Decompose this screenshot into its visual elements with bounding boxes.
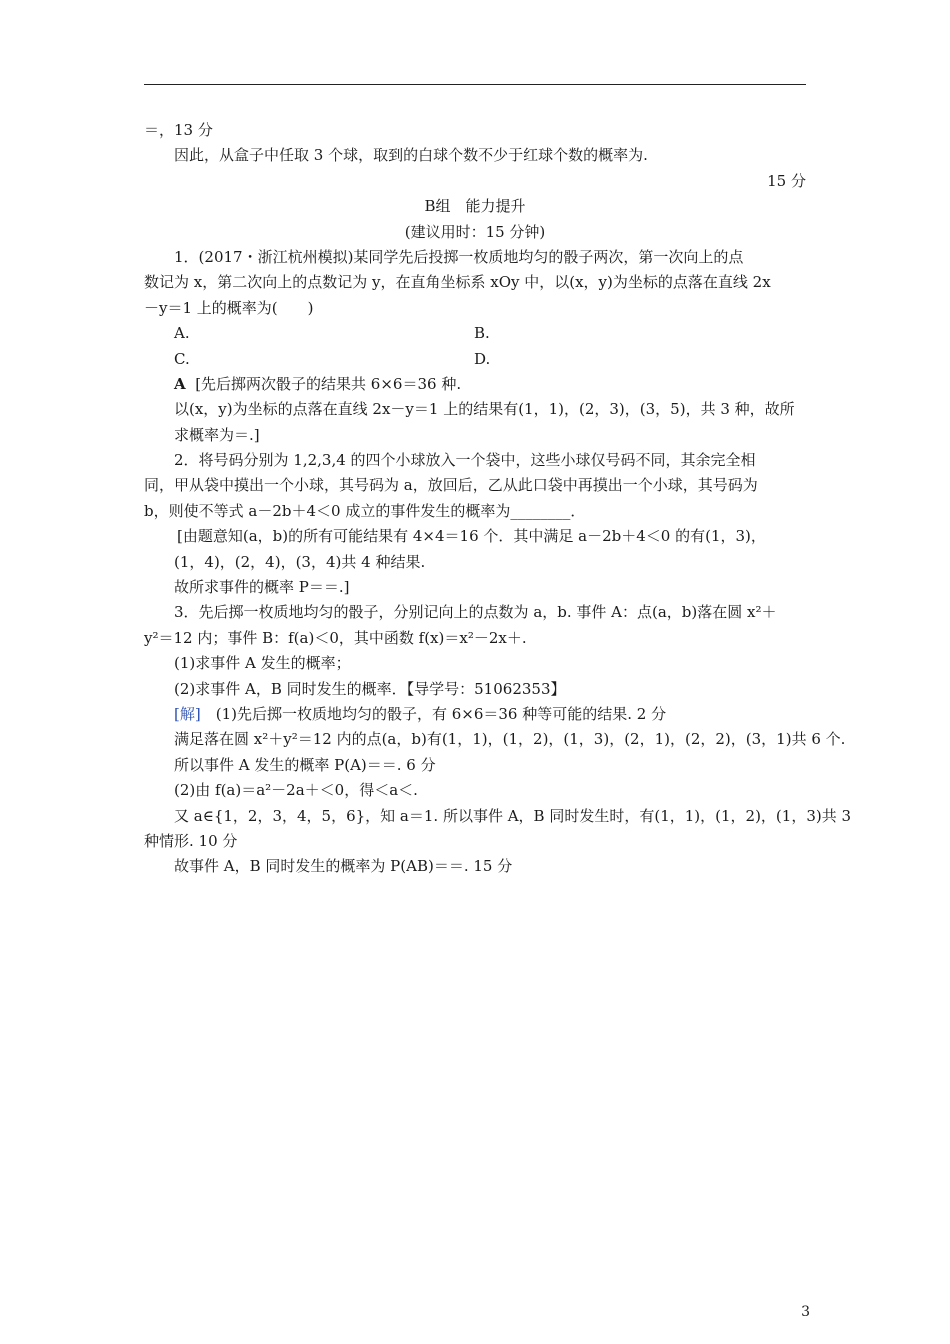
- text-line: 因此，从盒子中任取 3 个球，取到的白球个数不少于红球个数的概率为.: [174, 146, 648, 165]
- question-2-line: b，则使不等式 a－2b＋4＜0 成立的事件发生的概率为________．: [144, 501, 586, 520]
- section-time: (建议用时：15 分钟): [404, 222, 546, 241]
- question-3-line: 3．先后掷一枚质地均匀的骰子，分别记向上的点数为 a，b. 事件 A：点(a，b)落在圆 x²＋: [174, 603, 777, 622]
- solution-text: [先后掷两次骰子的结果共 6×6＝36 种.: [195, 374, 462, 393]
- question-3-line: y²＝12 内；事件 B：f(a)＜0，其中函数 f(x)＝x²－2x＋.: [144, 628, 527, 647]
- solution-2-line: (1，4)，(2，4)，(3，4)共 4 种结果.: [174, 552, 426, 571]
- solution-3-line: 所以事件 A 发生的概率 P(A)＝＝. 6 分: [174, 755, 436, 774]
- solution-2-line: 故所求事件的概率 P＝＝.]: [174, 578, 350, 597]
- question-1-line: 数记为 x，第二次向上的点数记为 y，在直角坐标系 xOy 中，以(x，y)为坐标的点落在直线 2x: [144, 273, 771, 292]
- question-1-line: 1．(2017・浙江杭州模拟)某同学先后投掷一枚质地均匀的骰子两次，第一次向上的点: [174, 247, 744, 266]
- solution-1-line: 求概率为＝.]: [174, 425, 260, 444]
- solution-3-line: 故事件 A，B 同时发生的概率为 P(AB)＝＝. 15 分: [174, 857, 513, 876]
- document-body: [144, 118, 852, 880]
- solution-1-line: 以(x，y)为坐标的点落在直线 2x－y＝1 上的结果有(1，1)，(2，3)，(3，5)，共 3 种，故所: [174, 400, 795, 419]
- solution-3-line: 又 a∈{1，2，3，4，5，6}，知 a＝1. 所以事件 A，B 同时发生时，有(1，1)，(1，2)，(1，3)共 3: [174, 806, 852, 825]
- solution-1-line: [144, 372, 806, 397]
- solution-2-line: [由题意知(a，b)的所有可能结果有 4×4＝16 个．其中满足 a－2b＋4＜0 的有(1，3)，: [177, 527, 766, 546]
- option-d: D.: [474, 349, 491, 368]
- solution-text: (1)先后掷一枚质地均匀的骰子，有 6×6＝36 种等可能的结果. 2 分: [200, 704, 667, 723]
- question-3-part: (1)求事件 A 发生的概率；: [174, 654, 351, 673]
- page-number: 3: [801, 1304, 810, 1320]
- score-line: 15 分: [767, 171, 806, 190]
- options-row: [144, 347, 806, 372]
- solution-3-line: 满足落在圆 x²＋y²＝12 内的点(a，b)有(1，1)，(1，2)，(1，3)，(2，1)，(2，2)，(3，1)共 6 个.: [174, 730, 846, 749]
- answer-letter: A: [174, 374, 186, 393]
- option-b: B.: [474, 324, 490, 343]
- option-c: C.: [174, 349, 190, 368]
- options-row: [144, 321, 806, 346]
- solution-3-line: 种情形. 10 分: [144, 831, 238, 850]
- question-1-line: －y＝1 上的概率为( ): [144, 298, 314, 317]
- question-2-line: 2．将号码分别为 1,2,3,4 的四个小球放入一个袋中，这些小球仅号码不同，其余完全相: [174, 451, 756, 470]
- solution-3-line: (2)由 f(a)＝a²－2a＋＜0，得＜a＜.: [174, 781, 418, 800]
- section-title: B组 能力提升: [424, 197, 526, 216]
- option-a: A.: [174, 324, 190, 343]
- question-3-part: (2)求事件 A，B 同时发生的概率．【导学号：51062353】: [174, 679, 566, 698]
- question-2-line: 同，甲从袋中摸出一个小球，其号码为 a，放回后，乙从此口袋中再摸出一个小球，其号码为: [144, 476, 758, 495]
- solution-3-line: [144, 702, 806, 727]
- text-line: ＝，13 分: [144, 121, 213, 139]
- solution-marker: [解]: [174, 704, 201, 723]
- header-rule: [144, 84, 806, 85]
